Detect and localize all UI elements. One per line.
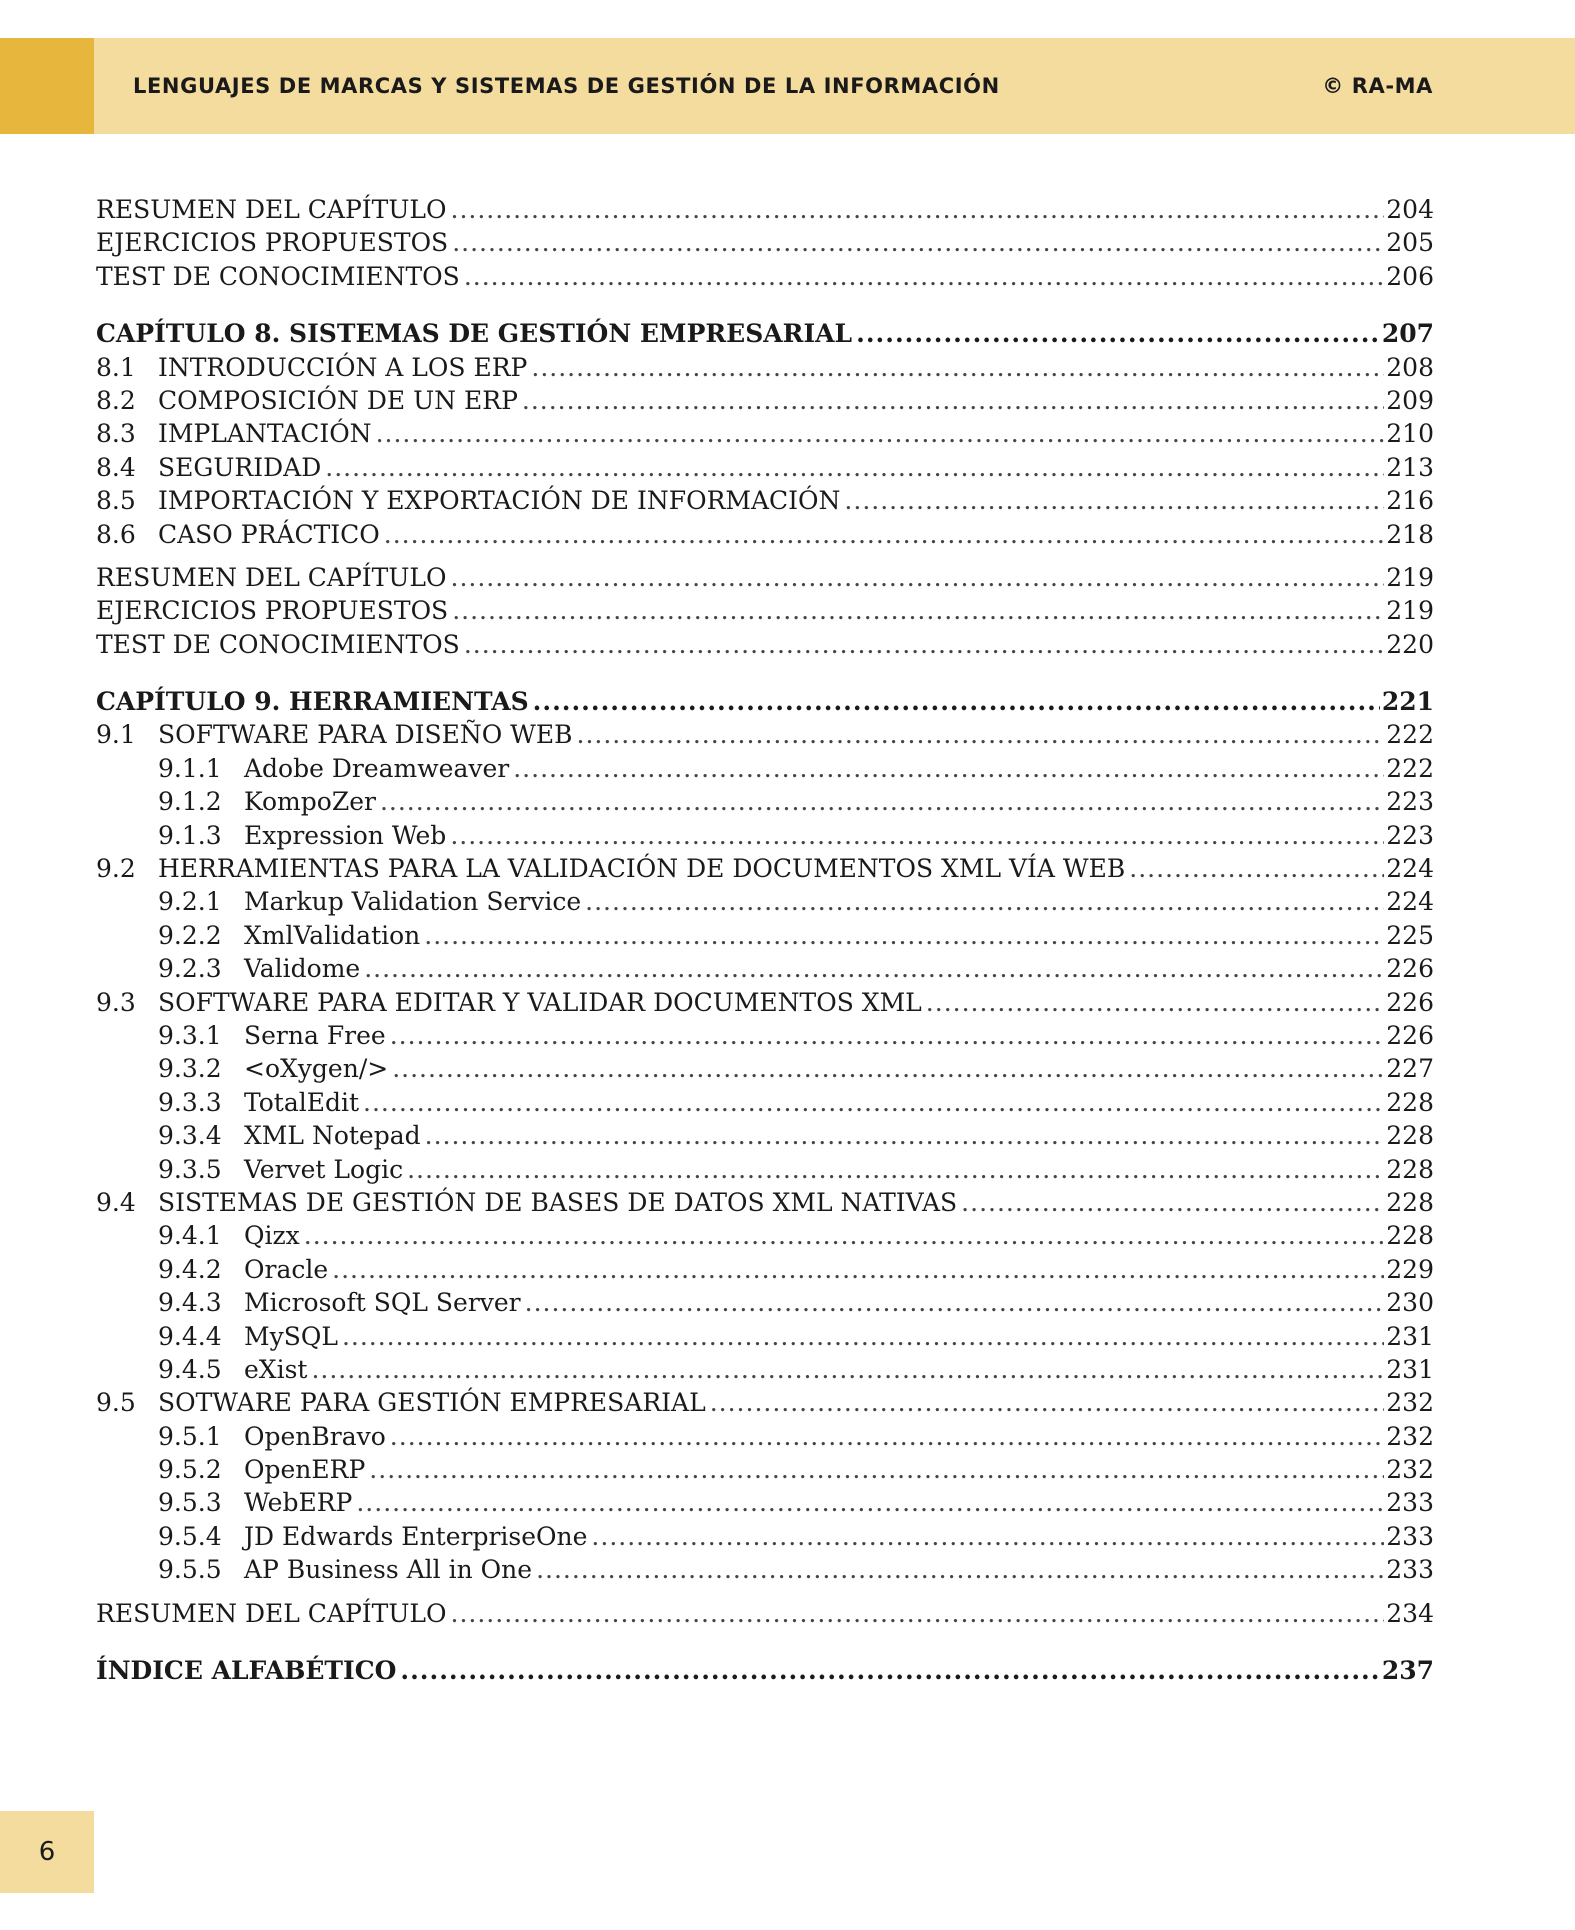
toc-subsection-number: 9.3.3 bbox=[158, 1087, 222, 1117]
toc-chapter-page: 207 bbox=[1381, 319, 1434, 349]
toc-subsection-number: 9.5.1 bbox=[158, 1421, 222, 1451]
toc-section-title: SOFTWARE PARA EDITAR Y VALIDAR DOCUMENTOS XML bbox=[158, 987, 922, 1017]
toc-entry-page: 204 bbox=[1386, 195, 1434, 224]
toc-chapter-title: CAPÍTULO 8. SISTEMAS DE GESTIÓN EMPRESARIAL bbox=[96, 319, 853, 349]
toc-section-page: 218 bbox=[1386, 519, 1434, 549]
toc-entry-page: 234 bbox=[1386, 1598, 1434, 1628]
toc-leader-dots bbox=[1129, 852, 1384, 885]
toc-section bbox=[96, 1386, 1434, 1419]
toc-subsection-page: 228 bbox=[1386, 1087, 1434, 1117]
toc-subsection bbox=[96, 885, 1434, 918]
toc-subsection-title: Vervet Logic bbox=[244, 1154, 404, 1184]
toc-subsection-title: XML Notepad bbox=[244, 1121, 421, 1151]
toc-subsection-page: 226 bbox=[1386, 1020, 1434, 1050]
toc-subsection-title: KompoZer bbox=[244, 787, 376, 817]
toc-leader-dots bbox=[525, 1286, 1385, 1319]
toc-leader-dots bbox=[926, 986, 1384, 1019]
toc-section bbox=[96, 384, 1434, 417]
toc-section-title: COMPOSICIÓN DE UN ERP bbox=[158, 385, 518, 415]
toc-section-page: 224 bbox=[1386, 854, 1434, 884]
toc-subsection bbox=[96, 1286, 1434, 1319]
toc-entry-page: 206 bbox=[1386, 261, 1434, 291]
toc-section-page: 232 bbox=[1386, 1388, 1434, 1418]
toc-entry-page: 219 bbox=[1386, 596, 1434, 626]
toc-leader-dots bbox=[536, 1553, 1384, 1586]
toc-entry-title: RESUMEN DEL CAPÍTULO bbox=[96, 1598, 447, 1628]
toc-leader-dots bbox=[464, 260, 1384, 293]
toc-section bbox=[96, 518, 1434, 551]
running-header-copyright: © RA-MA bbox=[1322, 74, 1433, 98]
toc-leader-dots bbox=[451, 561, 1385, 594]
toc-subsection-number: 9.2.2 bbox=[158, 920, 222, 950]
toc-leader-dots bbox=[452, 594, 1384, 627]
toc-subsection-title: TotalEdit bbox=[244, 1087, 360, 1117]
toc-section-title: IMPORTACIÓN Y EXPORTACIÓN DE INFORMACIÓN bbox=[158, 486, 841, 516]
toc-section-title: CASO PRÁCTICO bbox=[158, 519, 380, 549]
toc-subsection-page: 225 bbox=[1386, 920, 1434, 950]
toc-subsection-page: 233 bbox=[1386, 1555, 1434, 1585]
toc-leader-dots bbox=[304, 1219, 1385, 1252]
toc-leader-dots bbox=[450, 819, 1384, 852]
toc-subsection-page: 222 bbox=[1386, 753, 1434, 783]
toc-leader-dots bbox=[844, 484, 1384, 517]
toc-subsection-page: 224 bbox=[1386, 887, 1434, 917]
toc-section-number: 9.5 bbox=[96, 1388, 136, 1418]
toc-subsection-number: 9.3.2 bbox=[158, 1054, 222, 1084]
toc-subsection-title: <oXygen/> bbox=[244, 1054, 389, 1084]
toc-entry-title: RESUMEN DEL CAPÍTULO bbox=[96, 562, 447, 592]
toc-leader-dots bbox=[392, 1052, 1384, 1085]
toc-subsection-page: 233 bbox=[1386, 1521, 1434, 1551]
toc-leader-dots bbox=[424, 919, 1384, 952]
toc-subsection bbox=[96, 752, 1434, 785]
toc-subsection bbox=[96, 1153, 1434, 1186]
toc-subsection bbox=[96, 919, 1434, 952]
toc-subsection bbox=[96, 1219, 1434, 1252]
toc-section-title: SEGURIDAD bbox=[158, 452, 322, 482]
running-header-title: LENGUAJES DE MARCAS Y SISTEMAS DE GESTIÓN DE LA INFORMACIÓN bbox=[133, 74, 1000, 98]
toc-leader-dots bbox=[390, 1420, 1384, 1453]
toc-leader-dots bbox=[451, 193, 1385, 226]
toc-leader-dots bbox=[522, 384, 1384, 417]
toc-subsection-number: 9.2.1 bbox=[158, 887, 222, 917]
toc-leader-dots bbox=[425, 1119, 1385, 1152]
toc-subsection-page: 233 bbox=[1386, 1488, 1434, 1518]
toc-entry bbox=[96, 260, 1434, 293]
toc-section bbox=[96, 351, 1434, 384]
toc-subsection-page: 228 bbox=[1386, 1154, 1434, 1184]
toc-section-page: 222 bbox=[1386, 720, 1434, 750]
toc-subsection-number: 9.2.3 bbox=[158, 954, 222, 984]
toc-subsection-title: AP Business All in One bbox=[244, 1555, 533, 1585]
toc-entry-page: 220 bbox=[1386, 629, 1434, 659]
toc-subsection-title: eXist bbox=[244, 1354, 308, 1384]
toc-leader-dots bbox=[710, 1386, 1385, 1419]
toc-subsection-number: 9.3.5 bbox=[158, 1154, 222, 1184]
toc-subsection bbox=[96, 1253, 1434, 1286]
toc-subsection-number: 9.5.4 bbox=[158, 1521, 222, 1551]
toc-leader-dots bbox=[325, 451, 1384, 484]
toc-section-page: 210 bbox=[1386, 419, 1434, 449]
toc-subsection bbox=[96, 1052, 1434, 1085]
toc-leader-dots bbox=[577, 718, 1385, 751]
toc-section-page: 209 bbox=[1386, 385, 1434, 415]
toc-subsection-title: Markup Validation Service bbox=[244, 887, 582, 917]
table-of-contents bbox=[96, 193, 1434, 1687]
toc-subsection-title: MySQL bbox=[244, 1321, 338, 1351]
toc-subsection-number: 9.1.1 bbox=[158, 753, 222, 783]
toc-subsection bbox=[96, 1019, 1434, 1052]
toc-subsection-page: 231 bbox=[1386, 1354, 1434, 1384]
toc-subsection-title: Serna Free bbox=[244, 1020, 386, 1050]
toc-subsection-page: 231 bbox=[1386, 1321, 1434, 1351]
toc-chapter-page: 221 bbox=[1381, 687, 1434, 717]
toc-entry-title: RESUMEN DEL CAPÍTULO bbox=[96, 195, 447, 224]
toc-section-number: 8.6 bbox=[96, 519, 136, 549]
toc-leader-dots bbox=[464, 628, 1384, 661]
toc-section-page: 228 bbox=[1386, 1187, 1434, 1217]
toc-leader-dots bbox=[363, 1086, 1384, 1119]
toc-entry-page: 219 bbox=[1386, 562, 1434, 592]
toc-section-number: 8.4 bbox=[96, 452, 136, 482]
toc-section bbox=[96, 718, 1434, 751]
toc-leader-dots bbox=[591, 1520, 1384, 1553]
toc-section-title: SISTEMAS DE GESTIÓN DE BASES DE DATOS XML NATIVAS bbox=[158, 1187, 958, 1217]
toc-subsection-number: 9.3.4 bbox=[158, 1121, 222, 1151]
toc-subsection bbox=[96, 1553, 1434, 1586]
toc-section-number: 9.1 bbox=[96, 720, 136, 750]
toc-section-number: 9.3 bbox=[96, 987, 136, 1017]
toc-leader-dots bbox=[364, 952, 1384, 985]
toc-chapter-heading bbox=[96, 685, 1434, 718]
toc-section-page: 213 bbox=[1386, 452, 1434, 482]
toc-entry-title: EJERCICIOS PROPUESTOS bbox=[96, 228, 449, 258]
page-number: 6 bbox=[38, 1837, 56, 1867]
toc-subsection bbox=[96, 1086, 1434, 1119]
toc-section-page: 226 bbox=[1386, 987, 1434, 1017]
toc-entry bbox=[96, 594, 1434, 627]
toc-leader-dots bbox=[407, 1153, 1384, 1186]
toc-leader-dots bbox=[856, 317, 1380, 350]
toc-subsection-page: 232 bbox=[1386, 1421, 1434, 1451]
toc-subsection-title: OpenERP bbox=[244, 1455, 366, 1485]
toc-section-number: 9.4 bbox=[96, 1187, 136, 1217]
toc-subsection-number: 9.4.3 bbox=[158, 1288, 222, 1318]
toc-subsection-number: 9.4.4 bbox=[158, 1321, 222, 1351]
toc-section-number: 8.1 bbox=[96, 352, 136, 382]
toc-section-title: SOTWARE PARA GESTIÓN EMPRESARIAL bbox=[158, 1388, 706, 1418]
toc-subsection-title: XmlValidation bbox=[244, 920, 421, 950]
toc-section bbox=[96, 852, 1434, 885]
toc-subsection-number: 9.1.3 bbox=[158, 820, 222, 850]
toc-section-number: 9.2 bbox=[96, 854, 136, 884]
toc-chapter-page: 237 bbox=[1381, 1656, 1434, 1686]
toc-subsection-page: 230 bbox=[1386, 1288, 1434, 1318]
toc-subsection bbox=[96, 1486, 1434, 1519]
toc-subsection-title: Oracle bbox=[244, 1254, 329, 1284]
toc-leader-dots bbox=[400, 1654, 1379, 1687]
toc-section bbox=[96, 484, 1434, 517]
toc-entry-title: TEST DE CONOCIMIENTOS bbox=[96, 629, 460, 659]
toc-entry bbox=[96, 226, 1434, 259]
toc-subsection bbox=[96, 819, 1434, 852]
toc-subsection bbox=[96, 1453, 1434, 1486]
toc-subsection-page: 232 bbox=[1386, 1455, 1434, 1485]
toc-subsection-number: 9.5.5 bbox=[158, 1555, 222, 1585]
toc-leader-dots bbox=[332, 1253, 1384, 1286]
toc-entry-title: EJERCICIOS PROPUESTOS bbox=[96, 596, 449, 626]
toc-subsection bbox=[96, 1520, 1434, 1553]
toc-subsection-number: 9.4.2 bbox=[158, 1254, 222, 1284]
toc-entry-page: 205 bbox=[1386, 228, 1434, 258]
header-accent-block bbox=[0, 38, 94, 134]
toc-section-number: 8.5 bbox=[96, 486, 136, 516]
toc-entry bbox=[96, 1597, 1434, 1630]
toc-subsection-title: Validome bbox=[244, 954, 361, 984]
toc-subsection-title: Microsoft SQL Server bbox=[244, 1288, 521, 1318]
toc-leader-dots bbox=[390, 1019, 1385, 1052]
toc-leader-dots bbox=[369, 1453, 1384, 1486]
toc-entry-title: TEST DE CONOCIMIENTOS bbox=[96, 261, 460, 291]
toc-leader-dots bbox=[585, 885, 1384, 918]
toc-leader-dots bbox=[384, 518, 1385, 551]
toc-leader-dots bbox=[451, 1597, 1385, 1630]
toc-subsection-title: Qizx bbox=[244, 1221, 300, 1251]
toc-section bbox=[96, 986, 1434, 1019]
toc-section bbox=[96, 1186, 1434, 1219]
toc-section-title: SOFTWARE PARA DISEÑO WEB bbox=[158, 720, 573, 750]
toc-subsection-title: Adobe Dreamweaver bbox=[244, 753, 510, 783]
toc-subsection-number: 9.3.1 bbox=[158, 1020, 222, 1050]
toc-subsection-title: WebERP bbox=[244, 1488, 353, 1518]
toc-leader-dots bbox=[452, 226, 1384, 259]
toc-chapter-heading bbox=[96, 1654, 1434, 1687]
toc-subsection-number: 9.1.2 bbox=[158, 787, 222, 817]
toc-section bbox=[96, 451, 1434, 484]
toc-subsection-page: 229 bbox=[1386, 1254, 1434, 1284]
toc-chapter-title: ÍNDICE ALFABÉTICO bbox=[96, 1656, 397, 1686]
toc-subsection-title: Expression Web bbox=[244, 820, 447, 850]
toc-subsection-page: 227 bbox=[1386, 1054, 1434, 1084]
toc-subsection-number: 9.4.1 bbox=[158, 1221, 222, 1251]
toc-section-number: 8.2 bbox=[96, 385, 136, 415]
toc-subsection-title: JD Edwards EnterpriseOne bbox=[244, 1521, 588, 1551]
toc-subsection bbox=[96, 1320, 1434, 1353]
toc-leader-dots bbox=[380, 785, 1384, 818]
toc-section bbox=[96, 417, 1434, 450]
toc-subsection-number: 9.4.5 bbox=[158, 1354, 222, 1384]
toc-subsection bbox=[96, 785, 1434, 818]
toc-subsection-title: OpenBravo bbox=[244, 1421, 386, 1451]
toc-entry bbox=[96, 628, 1434, 661]
toc-subsection-page: 228 bbox=[1386, 1121, 1434, 1151]
toc-leader-dots bbox=[376, 417, 1385, 450]
toc-section-page: 216 bbox=[1386, 486, 1434, 516]
toc-section-title: IMPLANTACIÓN bbox=[158, 419, 372, 449]
toc-section-title: HERRAMIENTAS PARA LA VALIDACIÓN DE DOCUMENTOS XML VÍA WEB bbox=[158, 854, 1126, 884]
toc-subsection-number: 9.5.2 bbox=[158, 1455, 222, 1485]
toc-leader-dots bbox=[961, 1186, 1384, 1219]
toc-subsection-page: 223 bbox=[1386, 820, 1434, 850]
toc-leader-dots bbox=[356, 1486, 1384, 1519]
toc-subsection-page: 228 bbox=[1386, 1221, 1434, 1251]
toc-leader-dots bbox=[311, 1353, 1384, 1386]
toc-section-page: 208 bbox=[1386, 352, 1434, 382]
toc-subsection bbox=[96, 1353, 1434, 1386]
toc-leader-dots bbox=[533, 685, 1380, 718]
toc-entry bbox=[96, 561, 1434, 594]
toc-subsection bbox=[96, 1420, 1434, 1453]
toc-subsection-number: 9.5.3 bbox=[158, 1488, 222, 1518]
toc-entry bbox=[96, 193, 1434, 226]
toc-section-title: INTRODUCCIÓN A LOS ERP bbox=[158, 352, 528, 382]
toc-leader-dots bbox=[531, 351, 1384, 384]
toc-subsection bbox=[96, 952, 1434, 985]
toc-subsection-page: 223 bbox=[1386, 787, 1434, 817]
toc-section-number: 8.3 bbox=[96, 419, 136, 449]
toc-subsection-page: 226 bbox=[1386, 954, 1434, 984]
toc-chapter-title: CAPÍTULO 9. HERRAMIENTAS bbox=[96, 687, 529, 717]
toc-chapter-heading bbox=[96, 317, 1434, 350]
toc-subsection bbox=[96, 1119, 1434, 1152]
toc-leader-dots bbox=[342, 1320, 1384, 1353]
toc-leader-dots bbox=[513, 752, 1384, 785]
